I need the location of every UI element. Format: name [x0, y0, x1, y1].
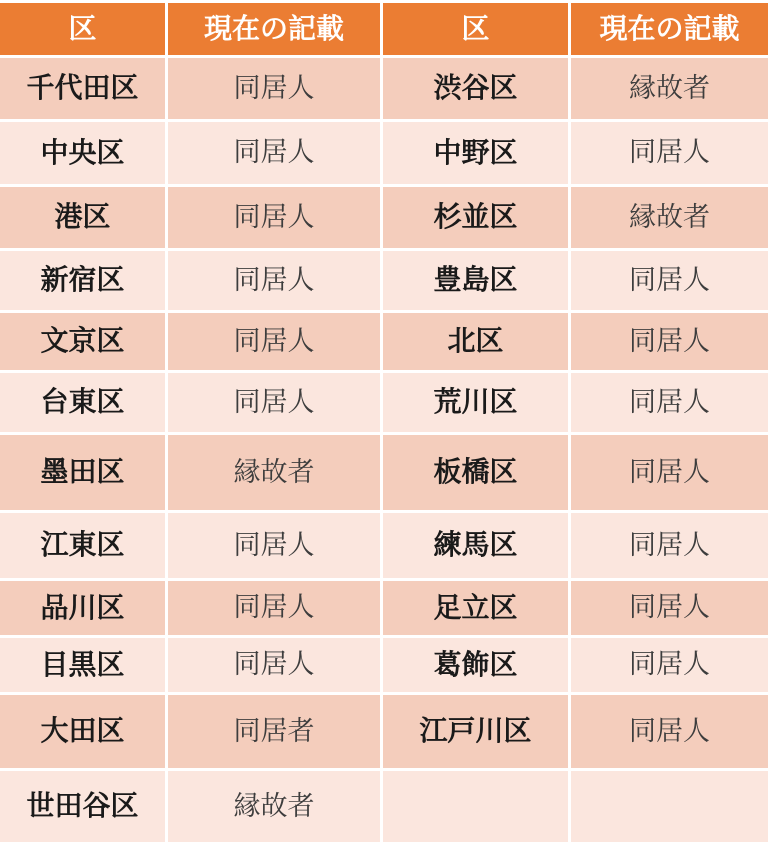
ward-cell: 新宿区: [0, 251, 165, 310]
ward-cell: 墨田区: [0, 435, 165, 510]
value-cell: 同居人: [168, 58, 380, 119]
ward-cell: [383, 771, 568, 842]
value-cell: 同居者: [168, 695, 380, 768]
value-cell: 同居人: [168, 581, 380, 635]
ward-cell: 葛飾区: [383, 638, 568, 692]
value-cell: 縁故者: [571, 187, 768, 248]
header-cell-ward-left: 区: [0, 3, 165, 55]
ward-cell: 杉並区: [383, 187, 568, 248]
ward-cell: 千代田区: [0, 58, 165, 119]
ward-cell: 豊島区: [383, 251, 568, 310]
ward-cell: 板橋区: [383, 435, 568, 510]
header-cell-entry-right: 現在の記載: [571, 3, 768, 55]
value-cell: 同居人: [571, 122, 768, 184]
value-cell: [571, 771, 768, 842]
value-cell: 同居人: [168, 638, 380, 692]
value-cell: 同居人: [571, 638, 768, 692]
value-cell: 縁故者: [571, 58, 768, 119]
value-cell: 同居人: [168, 251, 380, 310]
ward-cell: 渋谷区: [383, 58, 568, 119]
ward-cell: 目黒区: [0, 638, 165, 692]
ward-cell: 世田谷区: [0, 771, 165, 842]
value-cell: 同居人: [168, 513, 380, 578]
ward-cell: 江東区: [0, 513, 165, 578]
value-cell: 同居人: [168, 373, 380, 432]
value-cell: 同居人: [571, 435, 768, 510]
value-cell: 同居人: [168, 122, 380, 184]
value-cell: 同居人: [571, 251, 768, 310]
ward-cell: 足立区: [383, 581, 568, 635]
ward-cell: 台東区: [0, 373, 165, 432]
ward-cell: 練馬区: [383, 513, 568, 578]
ward-cell: 中央区: [0, 122, 165, 184]
value-cell: 同居人: [571, 313, 768, 370]
value-cell: 同居人: [571, 695, 768, 768]
ward-cell: 中野区: [383, 122, 568, 184]
value-cell: 同居人: [168, 313, 380, 370]
ward-cell: 江戸川区: [383, 695, 568, 768]
value-cell: 同居人: [571, 373, 768, 432]
header-cell-entry-left: 現在の記載: [168, 3, 380, 55]
value-cell: 同居人: [571, 513, 768, 578]
value-cell: 同居人: [168, 187, 380, 248]
ward-cell: 荒川区: [383, 373, 568, 432]
ward-cell: 品川区: [0, 581, 165, 635]
ward-cell: 文京区: [0, 313, 165, 370]
ward-cell: 大田区: [0, 695, 165, 768]
ward-cell: 北区: [383, 313, 568, 370]
header-cell-ward-right: 区: [383, 3, 568, 55]
value-cell: 縁故者: [168, 771, 380, 842]
ward-cell: 港区: [0, 187, 165, 248]
value-cell: 同居人: [571, 581, 768, 635]
value-cell: 縁故者: [168, 435, 380, 510]
